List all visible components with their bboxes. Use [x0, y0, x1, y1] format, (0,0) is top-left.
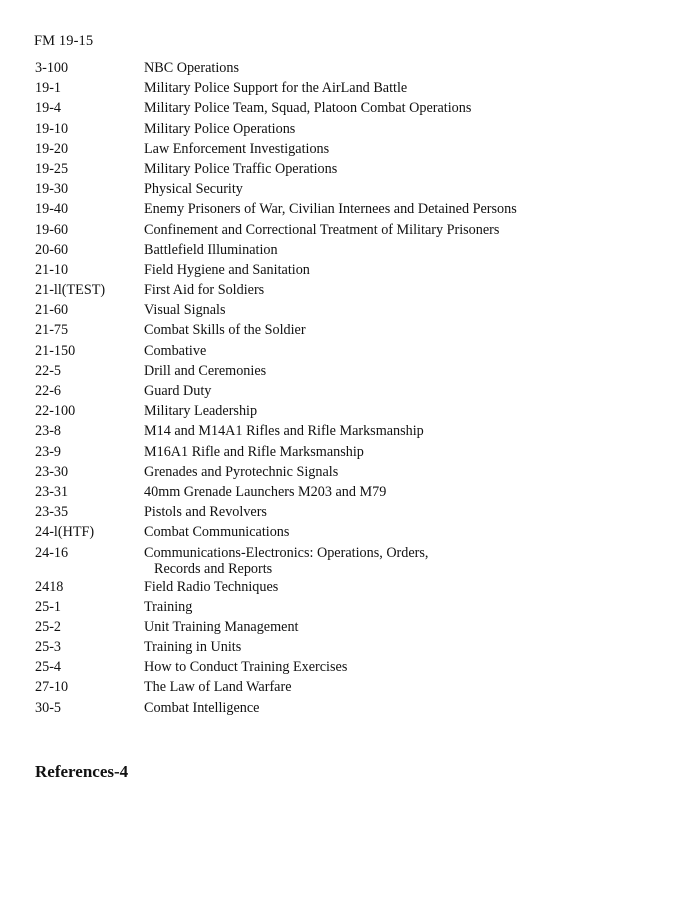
reference-number: 21-75	[35, 322, 69, 339]
document-id: FM 19-15	[34, 33, 94, 49]
reference-number: 19-1	[35, 80, 62, 97]
list-item	[35, 423, 675, 443]
list-item	[35, 201, 675, 221]
reference-title-continuation: Records and Reports	[154, 560, 273, 577]
reference-list	[35, 60, 675, 720]
reference-title: M16A1 Rifle and Rifle Marksmanship	[144, 443, 364, 460]
reference-title: Training	[144, 598, 193, 615]
list-item	[35, 161, 675, 181]
list-item	[35, 659, 675, 679]
list-item	[35, 262, 675, 282]
reference-number: 22-100	[35, 403, 76, 420]
reference-number: 21-ll(TEST)	[35, 282, 106, 299]
list-item	[35, 242, 675, 262]
list-item	[35, 60, 675, 80]
reference-title: Law Enforcement Investigations	[144, 140, 330, 157]
list-item	[35, 222, 675, 242]
list-item	[35, 579, 675, 599]
list-item	[35, 363, 675, 383]
list-item	[35, 322, 675, 342]
list-item	[35, 383, 675, 403]
reference-title: Confinement and Correctional Treatment of Military Prisoners	[144, 221, 500, 238]
list-item	[35, 484, 675, 504]
reference-number: 24-16	[35, 544, 69, 561]
reference-title: Field Radio Techniques	[144, 578, 279, 595]
reference-title: Military Police Support for the AirLand Battle	[144, 80, 408, 97]
reference-title: Combat Skills of the Soldier	[144, 322, 306, 339]
reference-number: 2418	[35, 578, 64, 595]
reference-number: 21-150	[35, 342, 76, 359]
reference-title: Military Police Team, Squad, Platoon Combat Operations	[144, 100, 472, 117]
reference-number: 21-60	[35, 302, 69, 319]
reference-title: First Aid for Soldiers	[144, 282, 265, 299]
reference-title: Combative	[144, 342, 207, 359]
list-item	[35, 524, 675, 544]
reference-number: 24-l(HTF)	[35, 524, 95, 541]
page-footer-label: References-4	[35, 762, 129, 781]
reference-number: 19-25	[35, 160, 69, 177]
reference-number: 30-5	[35, 699, 62, 716]
reference-title: Military Leadership	[144, 403, 258, 420]
reference-number: 19-4	[35, 100, 62, 117]
list-item	[35, 599, 675, 619]
reference-title: Battlefield Illumination	[144, 241, 278, 258]
reference-title: Enemy Prisoners of War, Civilian Internees and Detained Persons	[144, 201, 517, 218]
list-item	[35, 639, 675, 659]
reference-number: 21-10	[35, 261, 69, 278]
reference-title: Field Hygiene and Sanitation	[144, 261, 310, 278]
list-item	[35, 444, 675, 464]
list-item	[35, 282, 675, 302]
list-item	[35, 343, 675, 363]
reference-number: 19-40	[35, 201, 69, 218]
list-item	[35, 464, 675, 484]
reference-title: NBC Operations	[144, 60, 239, 76]
list-item	[35, 141, 675, 161]
reference-title: Guard Duty	[144, 383, 212, 399]
reference-number: 23-31	[35, 483, 69, 500]
reference-number: 22-6	[35, 383, 62, 399]
reference-number: 22-5	[35, 362, 62, 379]
list-item	[35, 504, 675, 524]
reference-title: The Law of Land Warfare	[144, 679, 292, 696]
reference-number: 25-1	[35, 598, 62, 615]
list-item	[35, 700, 675, 720]
list-item	[35, 679, 675, 699]
reference-number: 23-35	[35, 504, 69, 521]
list-item	[35, 80, 675, 100]
reference-number: 19-60	[35, 221, 69, 238]
reference-number: 25-4	[35, 659, 62, 676]
reference-title: Unit Training Management	[144, 618, 299, 635]
reference-title: M14 and M14A1 Rifles and Rifle Marksmanship	[144, 423, 424, 440]
reference-number: 3-100	[35, 60, 69, 76]
reference-number: 23-9	[35, 443, 62, 460]
reference-number: 23-8	[35, 423, 62, 440]
reference-number: 25-3	[35, 639, 62, 656]
list-item	[35, 619, 675, 639]
reference-title: Grenades and Pyrotechnic Signals	[144, 463, 339, 480]
reference-title: Physical Security	[144, 181, 243, 198]
reference-title: Military Police Operations	[144, 120, 296, 137]
reference-title: Military Police Traffic Operations	[144, 160, 338, 177]
reference-title: How to Conduct Training Exercises	[144, 659, 348, 676]
reference-number: 19-20	[35, 140, 69, 157]
reference-number: 23-30	[35, 463, 69, 480]
list-item	[35, 181, 675, 201]
list-item	[35, 302, 675, 322]
reference-number: 19-30	[35, 181, 69, 198]
reference-title-block	[144, 545, 675, 576]
reference-title: Combat Intelligence	[144, 699, 260, 716]
list-item	[35, 545, 675, 579]
reference-number: 19-10	[35, 120, 69, 137]
reference-title: Training in Units	[144, 639, 242, 656]
reference-title: Combat Communications	[144, 524, 290, 541]
reference-title: Drill and Ceremonies	[144, 362, 267, 379]
reference-title: 40mm Grenade Launchers M203 and M79	[144, 483, 387, 500]
reference-title: Communications-Electronics: Operations, Orders,	[144, 544, 429, 561]
list-item	[35, 100, 675, 120]
reference-title: Visual Signals	[144, 302, 226, 319]
list-item	[35, 403, 675, 423]
reference-number: 20-60	[35, 241, 69, 258]
reference-number: 25-2	[35, 618, 62, 635]
list-item	[35, 121, 675, 141]
reference-number: 27-10	[35, 679, 69, 696]
reference-title: Pistols and Revolvers	[144, 504, 267, 521]
